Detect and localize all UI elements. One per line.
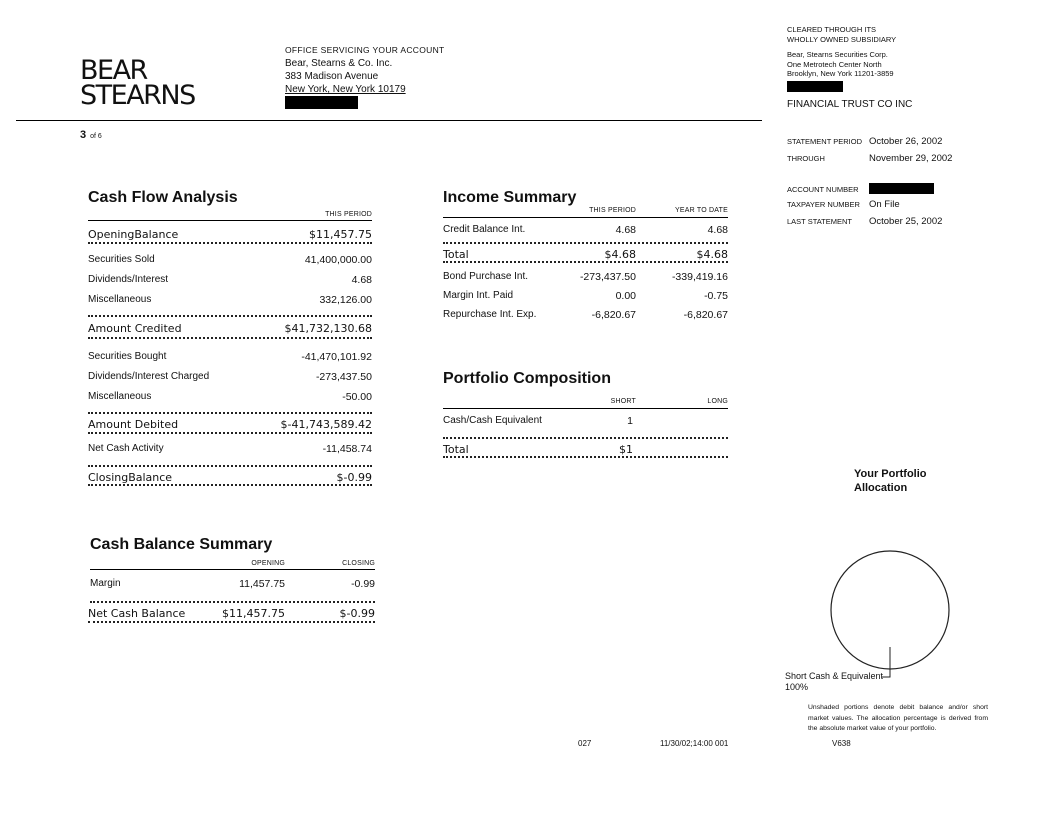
income-row-ytd: -339,419.16	[671, 271, 728, 283]
client-name: FINANCIAL TRUST CO INC	[787, 99, 913, 110]
divider	[443, 217, 728, 218]
divider	[90, 601, 375, 603]
cash-balance-title: Cash Balance Summary	[90, 536, 273, 553]
divider	[88, 242, 372, 244]
allocation-title-line-2: Allocation	[854, 482, 908, 494]
footer-code: 027	[578, 739, 592, 748]
amount-credited-value: $41,732,130.68	[284, 322, 372, 335]
redaction-bar	[787, 81, 843, 92]
income-row-label: Bond Purchase Int.	[443, 271, 529, 282]
income-row-label: Repurchase Int. Exp.	[443, 309, 537, 320]
portfolio-col-short: SHORT	[610, 398, 636, 405]
cash-balance-col-closing: CLOSING	[342, 560, 375, 567]
margin-opening: 11,457.75	[239, 578, 285, 590]
portfolio-total-short: $1	[619, 443, 633, 456]
opening-balance-label: OpeningBalance	[88, 228, 179, 241]
office-address-block	[285, 44, 445, 113]
income-row-ytd: 4.68	[707, 224, 728, 236]
closing-balance-label: ClosingBalance	[88, 471, 173, 484]
clearing-address: One Metrotech Center North	[787, 59, 882, 69]
divider	[88, 315, 372, 317]
cash-flow-col-header: THIS PERIOD	[325, 211, 372, 218]
margin-closing: -0.99	[351, 578, 375, 590]
office-name: Bear, Stearns & Co. Inc.	[285, 58, 393, 69]
income-col-this-period: THIS PERIOD	[589, 207, 636, 214]
bear-stearns-logo	[80, 55, 200, 111]
cash-balance-col-opening: OPENING	[251, 560, 285, 567]
debit-value: -41,470,101.92	[301, 351, 372, 363]
office-city: New York, New York 10179	[285, 84, 406, 95]
opening-balance-value: $11,457.75	[309, 228, 372, 241]
credit-label: Securities Sold	[88, 254, 155, 265]
clearing-line-2: WHOLLY OWNED SUBSIDIARY	[787, 34, 897, 44]
amount-credited-label: Amount Credited	[88, 322, 182, 335]
taxpayer-value: On File	[869, 199, 900, 210]
portfolio-col-long: LONG	[707, 398, 728, 405]
footer-timestamp: 11/30/02;14:00 001	[660, 739, 729, 748]
taxpayer-label: TAXPAYER NUMBER	[787, 200, 860, 209]
divider	[88, 432, 372, 434]
credit-value: 41,400,000.00	[304, 254, 372, 266]
net-cash-activity-label: Net Cash Activity	[88, 443, 164, 454]
through-label: THROUGH	[787, 154, 825, 163]
statement-period-label: STATEMENT PERIOD	[787, 137, 863, 146]
net-cash-activity-value: -11,458.74	[322, 443, 372, 455]
divider	[88, 337, 372, 339]
divider	[88, 412, 372, 414]
divider	[88, 465, 372, 467]
income-summary-title: Income Summary	[443, 189, 577, 206]
income-row-label: Margin Int. Paid	[443, 290, 514, 301]
allocation-note: Unshaded portions denote debit balance and/or short market values. The allocation percentage is derived from the absolute market value of your portfolio.	[808, 704, 988, 732]
header-rule	[16, 120, 762, 121]
income-row-this-period: 4.68	[615, 224, 636, 236]
allocation-title	[854, 467, 927, 495]
income-row-ytd: -0.75	[704, 290, 728, 302]
credit-label: Miscellaneous	[88, 294, 152, 305]
divider	[443, 456, 728, 458]
income-row-this-period: 0.00	[615, 290, 636, 302]
debit-value: -273,437.50	[315, 371, 372, 383]
logo-line-2: STEARNS	[80, 80, 195, 111]
income-row-ytd: -6,820.67	[683, 309, 728, 321]
statement-period-value: October 26, 2002	[869, 136, 943, 147]
clearing-name: Bear, Stearns Securities Corp.	[787, 50, 888, 59]
allocation-legend-label: Short Cash & Equivalent	[785, 671, 884, 681]
margin-label: Margin	[90, 578, 121, 589]
credit-value: 4.68	[351, 274, 372, 286]
income-row-this-period: -6,820.67	[591, 309, 636, 321]
closing-balance-value: $-0.99	[336, 471, 372, 484]
divider	[443, 408, 728, 409]
credit-label: Dividends/Interest	[88, 274, 169, 285]
page-current: 3	[80, 129, 87, 141]
page-number	[80, 129, 102, 141]
income-col-ytd: YEAR TO DATE	[675, 207, 728, 214]
logo-line-1: BEAR	[80, 55, 147, 86]
credit-value: 332,126.00	[319, 294, 372, 306]
redaction-bar	[285, 96, 358, 109]
debit-label: Miscellaneous	[88, 391, 152, 402]
divider	[443, 437, 728, 439]
amount-debited-value: $-41,743,589.42	[280, 418, 372, 431]
portfolio-row-label: Cash/Cash Equivalent	[443, 415, 542, 426]
footer-code-2: V638	[832, 739, 851, 748]
portfolio-composition-title: Portfolio Composition	[443, 370, 611, 387]
portfolio-row-short: 1	[627, 415, 633, 427]
income-total-ytd: $4.68	[696, 248, 728, 261]
divider	[90, 569, 375, 570]
debit-value: -50.00	[342, 391, 372, 403]
office-header: OFFICE SERVICING YOUR ACCOUNT	[285, 45, 445, 55]
allocation-pie-chart	[780, 540, 980, 690]
income-total-label: Total	[443, 248, 469, 261]
divider	[443, 261, 728, 263]
clearing-city: Brooklyn, New York 11201-3859	[787, 69, 894, 78]
income-row-label: Credit Balance Int.	[443, 224, 526, 235]
income-row-this-period: -273,437.50	[579, 271, 636, 283]
divider	[88, 621, 375, 623]
allocation-title-line-1: Your Portfolio	[854, 468, 927, 480]
account-number-label: ACCOUNT NUMBER	[787, 185, 859, 194]
clearing-block	[787, 25, 1047, 110]
clearing-line-1: CLEARED THROUGH ITS	[787, 25, 877, 34]
divider	[443, 242, 728, 244]
allocation-legend-percent: 100%	[785, 682, 809, 692]
redaction-bar	[869, 183, 934, 194]
divider	[88, 220, 372, 221]
allocation-legend	[785, 671, 883, 693]
cash-flow-title: Cash Flow Analysis	[88, 189, 238, 206]
net-cash-balance-opening: $11,457.75	[222, 607, 285, 620]
office-street: 383 Madison Avenue	[285, 71, 379, 82]
through-value: November 29, 2002	[869, 153, 953, 164]
last-statement-label: LAST STATEMENT	[787, 217, 853, 226]
portfolio-total-label: Total	[443, 443, 469, 456]
net-cash-balance-label: Net Cash Balance	[88, 607, 186, 620]
debit-label: Dividends/Interest Charged	[88, 371, 210, 382]
net-cash-balance-closing: $-0.99	[339, 607, 375, 620]
income-total-this-period: $4.68	[604, 248, 636, 261]
amount-debited-label: Amount Debited	[88, 418, 179, 431]
debit-label: Securities Bought	[88, 351, 167, 362]
last-statement-value: October 25, 2002	[869, 216, 943, 227]
page-total: of 6	[90, 133, 102, 140]
divider	[88, 484, 372, 486]
